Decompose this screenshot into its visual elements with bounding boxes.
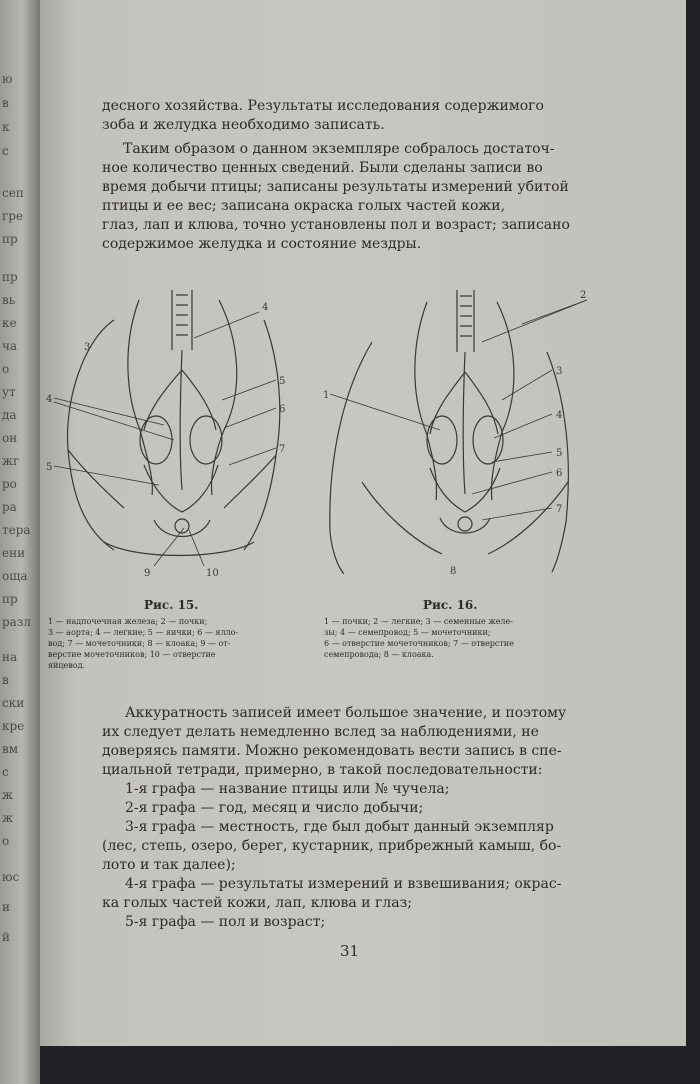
- facing-page-fragment: оща: [2, 569, 28, 583]
- facing-page-fragment: ро: [2, 477, 17, 491]
- anatomy-figure-16: [322, 282, 590, 582]
- facing-page-fragment: ски: [2, 696, 25, 710]
- facing-page-fragment: ча: [2, 339, 18, 353]
- facing-page-fragment: с: [2, 765, 9, 779]
- figure-15-caption-line: 1 — надпочечная железа; 2 — почки;: [48, 617, 208, 626]
- text-line: птицы и ее вес; записана окраска голых частей кожи,: [102, 198, 506, 214]
- callout-label: 6: [556, 468, 563, 479]
- text-line: 4-я графа — результаты измерений и взвешивания; окрас-: [125, 876, 562, 892]
- facing-page-fragment: в: [2, 673, 9, 687]
- anatomy-figure-15: [44, 280, 312, 580]
- callout-label: 8: [450, 566, 457, 577]
- facing-page-fragment: ке: [2, 316, 17, 330]
- facing-page-fragment: сеп: [2, 186, 24, 200]
- figure-15-caption-line: верстие мочеточников; 10 — отверстие: [48, 650, 216, 659]
- facing-page-fragment: о: [2, 834, 10, 848]
- callout-label: 7: [556, 504, 563, 515]
- text-line: 3-я графа — местность, где был добыт данный экземпляр: [125, 819, 554, 835]
- callout-label: 3: [556, 366, 563, 377]
- facing-page-fragment: пр: [2, 232, 18, 246]
- callout-label: 6: [279, 404, 286, 415]
- text-line: Таким образом о данном экземпляре собралось достаточ-: [123, 141, 555, 157]
- text-line: десного хозяйства. Результаты исследования содержимого: [102, 98, 544, 114]
- facing-page-fragment: юс: [2, 870, 20, 884]
- figure-16-title: Рис. 16.: [423, 598, 478, 612]
- facing-page-fragment: ю: [2, 72, 13, 86]
- facing-page-fragment: разл: [2, 615, 32, 629]
- facing-page-fragment: ени: [2, 546, 26, 560]
- text-line: Аккуратность записей имеет большое значение, и поэтому: [125, 705, 567, 721]
- facing-page-fragment: ут: [2, 385, 16, 399]
- callout-label: 4: [46, 394, 53, 405]
- facing-page-fragment: да: [2, 408, 17, 422]
- facing-page-fragment: пр: [2, 270, 18, 284]
- facing-page-fragment: он: [2, 431, 18, 445]
- text-line: глаз, лап и клюва, точно установлены пол и возраст; записано: [102, 217, 570, 233]
- callout-label: 5: [279, 376, 286, 387]
- callout-label: 7: [279, 444, 286, 455]
- callout-label: 5: [46, 462, 53, 473]
- callout-label: 10: [206, 568, 219, 579]
- figure-15-caption-line: вод; 7 — мочеточники; 8 — клоака; 9 — от-: [48, 639, 231, 648]
- facing-page-fragment: кре: [2, 719, 25, 733]
- page-number: 31: [340, 942, 360, 960]
- figure-16-caption-line: семепровода; 8 — клоака.: [324, 650, 434, 659]
- facing-page-fragment: й: [2, 930, 10, 944]
- figure-16-caption-line: зы; 4 — семепровод; 5 — мочеточники;: [324, 628, 491, 637]
- callout-label: 2: [580, 290, 587, 301]
- facing-page-fragment: вм: [2, 742, 19, 756]
- text-line: содержимое желудка и состояние мездры.: [102, 236, 422, 252]
- facing-page-fragment: о: [2, 362, 10, 376]
- callout-label: 1: [323, 390, 330, 401]
- text-line: 1-я графа — название птицы или № чучела;: [125, 781, 450, 797]
- facing-page-edge: [0, 0, 40, 1084]
- facing-page-fragment: и: [2, 900, 10, 914]
- text-line: циальной тетради, примерно, в такой последовательности:: [102, 762, 543, 778]
- facing-page-fragment: к: [2, 120, 10, 134]
- facing-page-fragment: ж: [2, 811, 14, 825]
- text-line: доверяясь памяти. Можно рекомендовать вести запись в спе-: [102, 743, 562, 759]
- facing-page-fragment: вь: [2, 293, 16, 307]
- facing-page-fragment: с: [2, 144, 9, 158]
- figure-15-title: Рис. 15.: [144, 598, 199, 612]
- figure-16-caption-line: 6 — отверстие мочеточников; 7 — отверстие: [324, 639, 514, 648]
- callout-label: 4: [556, 410, 563, 421]
- text-line: их следует делать немедленно вслед за наблюдениями, не: [102, 724, 539, 740]
- facing-page-fragment: жг: [2, 454, 20, 468]
- callout-label: 4: [262, 302, 269, 313]
- text-line: (лес, степь, озеро, берег, кустарник, прибрежный камыш, бо-: [102, 838, 562, 854]
- figure-15-caption-line: яйцевод.: [48, 661, 86, 670]
- text-line: ное количество ценных сведений. Были сделаны записи во: [102, 160, 543, 176]
- text-line: 5-я графа — пол и возраст;: [125, 914, 326, 930]
- text-line: время добычи птицы; записаны результаты измерений убитой: [102, 179, 569, 195]
- figure-15-caption-line: 3 — аорта; 4 — легкие; 5 — яички; 6 — ялло-: [48, 628, 239, 637]
- facing-page-fragment: пр: [2, 592, 18, 606]
- text-line: лото и так далее);: [102, 857, 236, 873]
- facing-page-fragment: на: [2, 650, 18, 664]
- callout-label: 5: [556, 448, 563, 459]
- text-line: 2-я графа — год, месяц и число добычи;: [125, 800, 424, 816]
- facing-page-fragment: гре: [2, 209, 24, 223]
- text-line: ка голых частей кожи, лап, клюва и глаз;: [102, 895, 412, 911]
- facing-page-fragment: ра: [2, 500, 17, 514]
- figure-16-caption-line: 1 — почки; 2 — легкие; 3 — семенные желе-: [324, 617, 513, 626]
- facing-page-fragment: тера: [2, 523, 31, 537]
- callout-label: 3: [84, 342, 91, 353]
- text-line: зоба и желудка необходимо записать.: [102, 117, 385, 133]
- callout-label: 9: [144, 568, 151, 579]
- facing-page-fragment: в: [2, 96, 9, 110]
- facing-page-fragment: ж: [2, 788, 14, 802]
- book-page: [40, 0, 686, 1046]
